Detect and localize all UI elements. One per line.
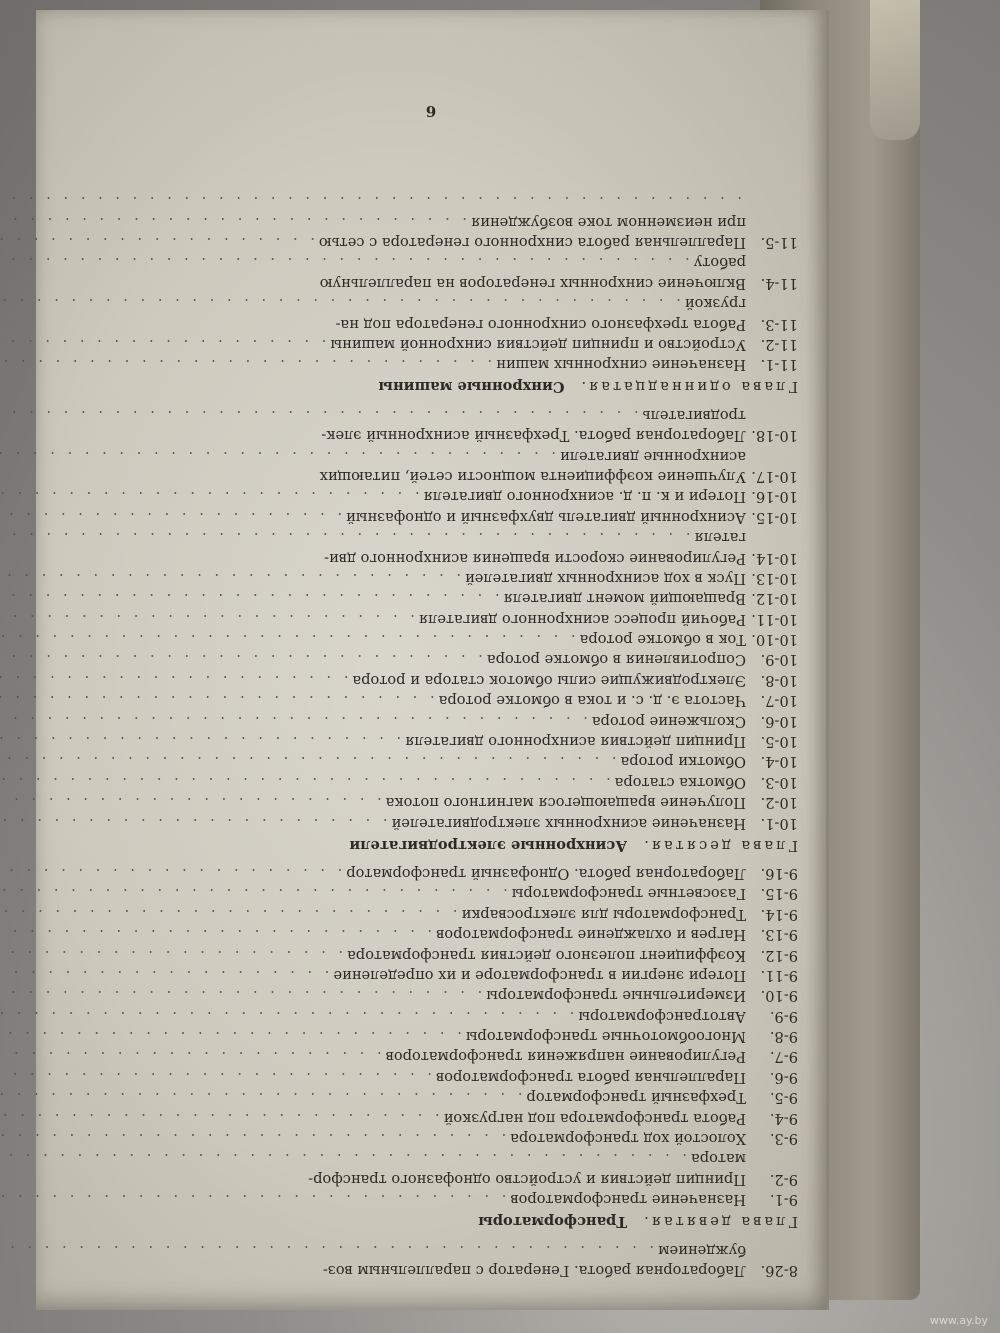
toc-entry: [68, 669, 798, 689]
toc-entry: [68, 1066, 798, 1086]
dot-leader: [0, 792, 386, 812]
toc-entry: [68, 944, 798, 964]
dot-leader: [0, 903, 461, 923]
section-number: 11-1.: [760, 356, 798, 374]
section-number: 9-14.: [760, 905, 798, 923]
section-title: Работа трансформатора под нагрузкой: [443, 1109, 746, 1127]
section-number: 8-26.: [760, 1262, 798, 1280]
section-number: 10-14.: [751, 549, 798, 567]
toc-entry-continuation: [68, 293, 798, 313]
toc-entry: [68, 334, 798, 354]
section-title: Лабораторная работа. Однофазный трансформатор: [346, 864, 746, 882]
section-title: Рабочий процесс асинхронного двигателя: [418, 610, 746, 628]
toc-entry: [68, 792, 798, 812]
dot-leader: [0, 1189, 510, 1209]
toc-entry: [68, 425, 798, 445]
section-number: 10-13.: [751, 569, 798, 587]
section-title: Измерительные трансформаторы: [486, 987, 746, 1005]
dot-leader: [0, 1066, 436, 1086]
toc-entry-continuation: [68, 211, 798, 231]
section-number: 9-16.: [760, 864, 798, 882]
toc-entry-continuation: [68, 404, 798, 424]
toc-entry: [68, 1107, 798, 1127]
toc-entry: [68, 1189, 798, 1209]
section-number: 10-1.: [760, 814, 798, 832]
dot-leader: [0, 334, 330, 354]
dot-leader: [0, 354, 496, 374]
toc-entry: [68, 710, 798, 730]
dot-leader: [0, 649, 487, 669]
section-title: Асинхронный двигатель двухфазный и однофазный: [346, 508, 746, 526]
dot-leader: [0, 1148, 691, 1168]
dot-leader: [0, 293, 685, 313]
dot-leader: [0, 1046, 386, 1066]
section-title: Электродвижущие силы обмоток статора и ротора: [352, 671, 746, 689]
section-title: работу: [693, 254, 746, 272]
dot-leader: [0, 629, 580, 649]
toc-entry: [68, 771, 798, 791]
toc-entry: [68, 547, 798, 567]
section-title: Коэффициент полезного действия трансформатора: [347, 946, 746, 964]
dot-leader: [0, 690, 439, 710]
dot-leader: [0, 608, 419, 628]
toc-entry: [68, 751, 798, 771]
section-title: при неизменном токе возбуждения: [470, 213, 746, 231]
toc-entry: [68, 731, 798, 751]
toc-entry-continuation: [68, 445, 798, 465]
section-number: 9-5.: [769, 1089, 798, 1107]
section-number: 10-3.: [760, 773, 798, 791]
section-number: 10-17.: [751, 467, 798, 485]
section-number: 11-2.: [760, 336, 798, 353]
page-number: 6: [425, 102, 437, 120]
dot-leader: [0, 486, 424, 506]
chapter-title: Асинхронные электродвигатели: [349, 836, 628, 854]
dot-leader: [0, 232, 319, 252]
table-of-contents: [68, 191, 798, 1280]
chapter-heading: [68, 1209, 798, 1233]
toc-entry-continuation: [68, 191, 798, 211]
section-title: Регулирование скорости вращения асинхронного дви-: [324, 549, 746, 567]
dot-leader: [0, 252, 694, 272]
section-title: Ток в обмотке ротора: [579, 631, 746, 649]
dot-leader: [0, 506, 346, 526]
section-title: Устройство и принцип действия синхронной машины: [330, 336, 746, 353]
chapter-label: Глава девятая.: [641, 1213, 798, 1231]
section-number: 9-6.: [769, 1068, 798, 1086]
section-title: асинхронные двигатели: [559, 447, 746, 465]
section-number: 9-11.: [760, 966, 798, 984]
section-title: Скольжение ротора: [591, 712, 746, 730]
section-title: Лабораторная работа. Генератор с параллельным воз-: [322, 1262, 746, 1280]
toc-entry: [68, 1260, 798, 1280]
toc-entry-continuation: [68, 1148, 798, 1168]
toc-entry: [68, 690, 798, 710]
toc-entry: [68, 924, 798, 944]
section-title: Потери и к. п. д. асинхронного двигателя: [423, 488, 746, 506]
section-title: Принцип действия и устройство однофазного трансфор-: [308, 1170, 746, 1188]
section-title: Сопротивления в обмотке ротора: [486, 651, 746, 669]
toc-entry: [68, 812, 798, 832]
dot-leader: [0, 883, 512, 903]
toc-entry: [68, 486, 798, 506]
section-title: Назначение асинхронных электродвигателей: [391, 814, 746, 832]
dot-leader: [0, 588, 504, 608]
book-spine: [870, 0, 920, 140]
dot-leader: [0, 1026, 466, 1046]
section-number: 10-10.: [751, 631, 798, 649]
section-number: 9-15.: [760, 885, 798, 903]
toc-entry: [68, 588, 798, 608]
section-title: Регулирование напряжения трансформаторов: [385, 1048, 746, 1066]
dot-leader: [0, 731, 405, 751]
toc-entry-continuation: [68, 527, 798, 547]
section-title: Вращающий момент двигателя: [503, 590, 746, 608]
book-page: [36, 10, 829, 1310]
toc-entry: [68, 629, 798, 649]
section-number: 9-12.: [760, 946, 798, 964]
section-number: 9-3.: [769, 1130, 798, 1148]
section-title: Потери энергии в трансформаторе и их определение: [333, 966, 746, 984]
dot-leader: [0, 812, 392, 832]
dot-leader: [0, 924, 436, 944]
section-number: 10-18.: [751, 427, 798, 445]
dot-leader: [0, 944, 347, 964]
toc-entry: [68, 985, 798, 1005]
section-number: 10-4.: [760, 753, 798, 771]
section-number: 9-2.: [769, 1170, 798, 1188]
watermark: www.ay.by: [929, 1314, 988, 1327]
section-number: 9-8.: [769, 1028, 798, 1046]
section-title: матора: [691, 1150, 746, 1168]
dot-leader: [0, 191, 746, 211]
section-number: 11-5.: [760, 234, 798, 252]
section-title: тродвигатель: [642, 406, 746, 424]
section-title: Обмотки ротора: [620, 753, 746, 771]
section-title: Улучшение коэффициента мощности сетей, питающих: [319, 467, 746, 485]
dot-leader: [0, 1107, 444, 1127]
section-title: Трансформаторы для электросварки: [461, 905, 746, 923]
section-number: 10-16.: [751, 488, 798, 506]
section-title: Частота э. д. с. и тока в обмотке ротора: [438, 692, 746, 710]
toc-entry: [68, 506, 798, 526]
section-title: Холостой ход трансформатора: [510, 1130, 746, 1148]
toc-entry: [68, 965, 798, 985]
section-title: грузкой: [684, 295, 746, 313]
section-title: Многообмоточные трансформаторы: [465, 1028, 746, 1046]
dot-leader: [0, 1128, 510, 1148]
section-number: 9-1.: [769, 1191, 798, 1209]
dot-leader: [0, 211, 471, 231]
section-title: Работа трехфазного синхронного генератора под на-: [335, 315, 746, 333]
section-number: 9-4.: [769, 1109, 798, 1127]
section-number: 11-4.: [760, 274, 798, 292]
dot-leader: [0, 771, 615, 791]
dot-leader: [0, 710, 592, 730]
section-title: Параллельная работа синхронного генератора с сетью: [318, 234, 746, 252]
section-number: 10-11.: [751, 610, 798, 628]
toc-entry: [68, 608, 798, 628]
page-content-rotated: [36, 10, 826, 1310]
toc-entry: [68, 883, 798, 903]
toc-entry: [68, 1046, 798, 1066]
section-title: Трехфазный трансформатор: [526, 1089, 746, 1107]
toc-entry: [68, 903, 798, 923]
dot-leader: [0, 985, 486, 1005]
section-number: 10-6.: [760, 712, 798, 730]
section-title: Назначение трансформаторов: [510, 1191, 746, 1209]
chapter-heading: [68, 833, 798, 857]
dot-leader: [0, 863, 346, 883]
section-title: Параллельная работа трансформаторов: [436, 1068, 746, 1086]
chapter-title: Трансформаторы: [478, 1213, 628, 1231]
toc-entry: [68, 1168, 798, 1188]
dot-leader: [0, 445, 560, 465]
section-number: 10-8.: [760, 671, 798, 689]
section-number: 9-13.: [760, 926, 798, 944]
toc-entry: [68, 1087, 798, 1107]
dot-leader: [0, 527, 694, 547]
toc-entry-continuation: [68, 1239, 798, 1259]
section-title: Обмотка статора: [614, 773, 746, 791]
dot-leader: [0, 1005, 578, 1025]
toc-entry: [68, 272, 798, 292]
section-title: Автотрансформаторы: [578, 1007, 746, 1025]
section-title: Нагрев и охлаждение трансформаторов: [436, 926, 746, 944]
chapter-title: Синхронные машины: [378, 378, 565, 396]
dot-leader: [0, 965, 333, 985]
toc-entry: [68, 466, 798, 486]
toc-entry: [68, 354, 798, 374]
chapter-heading: [68, 374, 798, 398]
section-title: Пуск в ход асинхронных двигателей: [465, 569, 746, 587]
chapter-label: Глава одиннадцатая.: [578, 378, 798, 396]
dot-leader: [0, 751, 621, 771]
section-number: 10-5.: [760, 733, 798, 751]
section-number: 10-2.: [760, 794, 798, 812]
section-number: 9-7.: [769, 1048, 798, 1066]
section-number: 10-15.: [751, 508, 798, 526]
section-title: Получение вращающегося магнитного потока: [385, 794, 746, 812]
dot-leader: [0, 1239, 658, 1259]
section-number: 9-10.: [760, 987, 798, 1005]
section-number: 10-12.: [751, 590, 798, 608]
toc-entry: [68, 649, 798, 669]
toc-entry-continuation: [68, 252, 798, 272]
section-number: 11-3.: [760, 315, 798, 333]
toc-entry: [68, 1005, 798, 1025]
toc-entry: [68, 313, 798, 333]
section-number: 10-7.: [760, 692, 798, 710]
dot-leader: [0, 669, 352, 689]
section-title: Газосветные трансформаторы: [511, 885, 746, 903]
toc-entry: [68, 568, 798, 588]
dot-leader: [0, 1087, 526, 1107]
section-title: буждением: [658, 1241, 746, 1259]
toc-entry: [68, 863, 798, 883]
section-number: 10-9.: [760, 651, 798, 669]
section-title: Принцип действия асинхронного двигателя: [405, 733, 746, 751]
toc-entry: [68, 1026, 798, 1046]
dot-leader: [0, 568, 465, 588]
section-title: Лабораторная работа. Трехфазный асинхронный элек-: [321, 427, 746, 445]
dot-leader: [0, 404, 643, 424]
section-title: Назначение синхронных машин: [496, 356, 746, 374]
section-title: Включение синхронных генераторов на параллельную: [319, 274, 746, 292]
toc-entry: [68, 1128, 798, 1148]
section-number: 9-9.: [769, 1007, 798, 1025]
section-title: гателя: [694, 529, 746, 547]
toc-entry: [68, 232, 798, 252]
chapter-label: Глава десятая.: [641, 836, 798, 854]
